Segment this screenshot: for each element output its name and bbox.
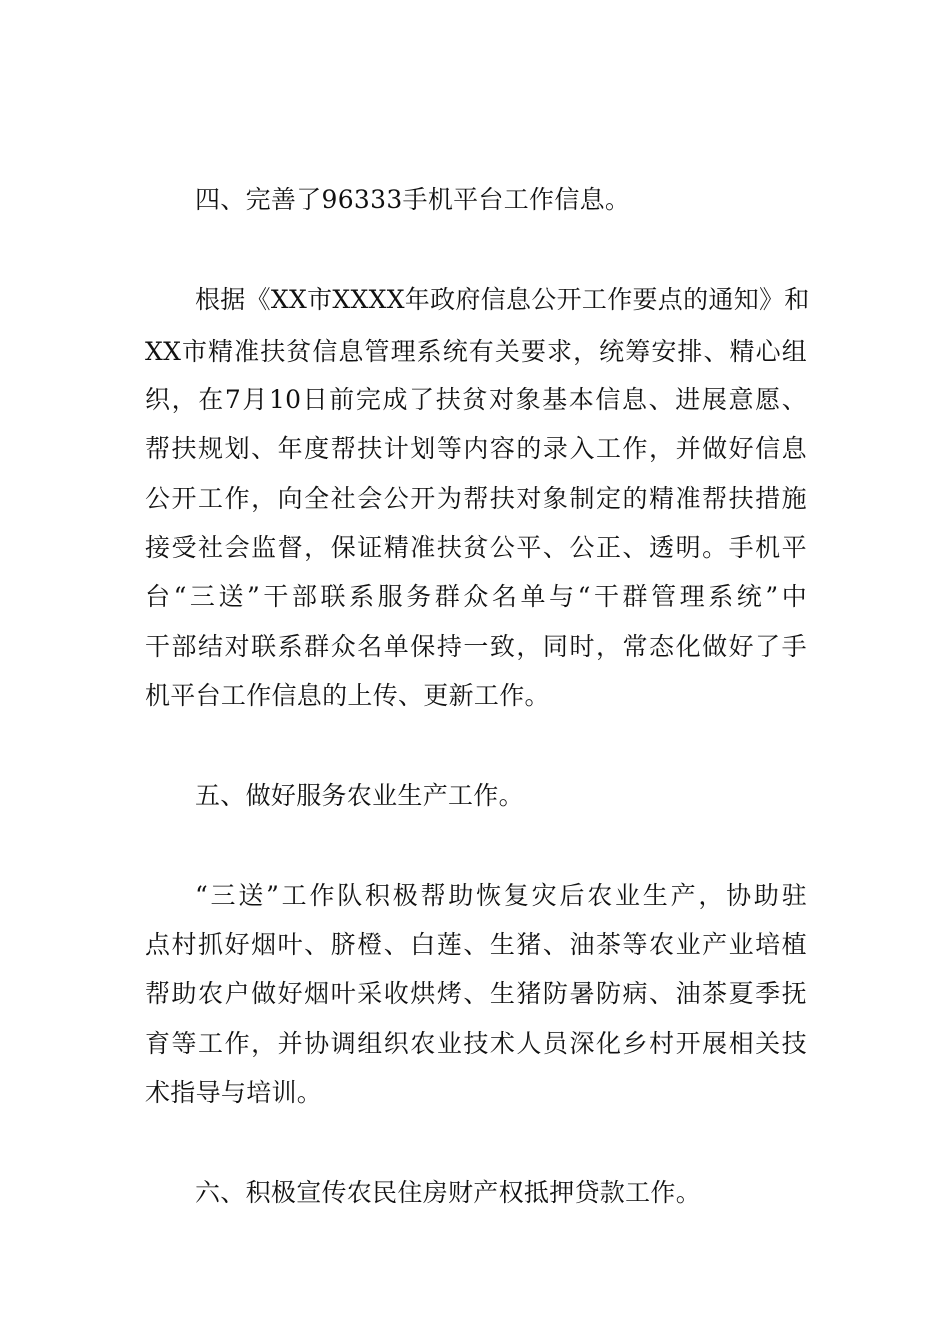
paragraph-line: 根据《XX市XXXX年政府信息公开工作要点的通知》和 [195,285,810,314]
section-heading-5: 五、做好服务农业生产工作。 [195,781,524,810]
paragraph-line: 公开工作，向全社会公开为帮扶对象制定的精准帮扶措施 [145,484,807,513]
paragraph-line: 术指导与培训。 [145,1078,323,1107]
paragraph-line: 织，在7月10日前完成了扶贫对象基本信息、进展意愿、 [145,385,807,414]
paragraph-line: 干部结对联系群众名单保持一致，同时，常态化做好了手 [145,632,807,661]
paragraph-line: XX市精准扶贫信息管理系统有关要求，统筹安排、精心组 [145,337,807,366]
paragraph-line: 机平台工作信息的上传、更新工作。 [145,681,550,710]
paragraph-line: 帮助农户做好烟叶采收烘烤、生猪防暑防病、油茶夏季抚 [145,979,807,1008]
paragraph-line: 台“三送”干部联系服务群众名单与“干群管理系统”中 [145,582,807,611]
paragraph-line: 育等工作，并协调组织农业技术人员深化乡村开展相关技 [145,1029,807,1058]
paragraph-line: “三送”工作队积极帮助恢复灾后农业生产，协助驻 [195,881,807,910]
paragraph-line: 接受社会监督，保证精准扶贫公平、公正、透明。手机平 [145,533,807,562]
section-heading-4: 四、完善了96333手机平台工作信息。 [195,185,631,214]
paragraph-line: 点村抓好烟叶、脐橙、白莲、生猪、油茶等农业产业培植 [145,930,807,959]
section-heading-6: 六、积极宣传农民住房财产权抵押贷款工作。 [195,1178,702,1207]
paragraph-line: 帮扶规划、年度帮扶计划等内容的录入工作，并做好信息 [145,434,807,463]
